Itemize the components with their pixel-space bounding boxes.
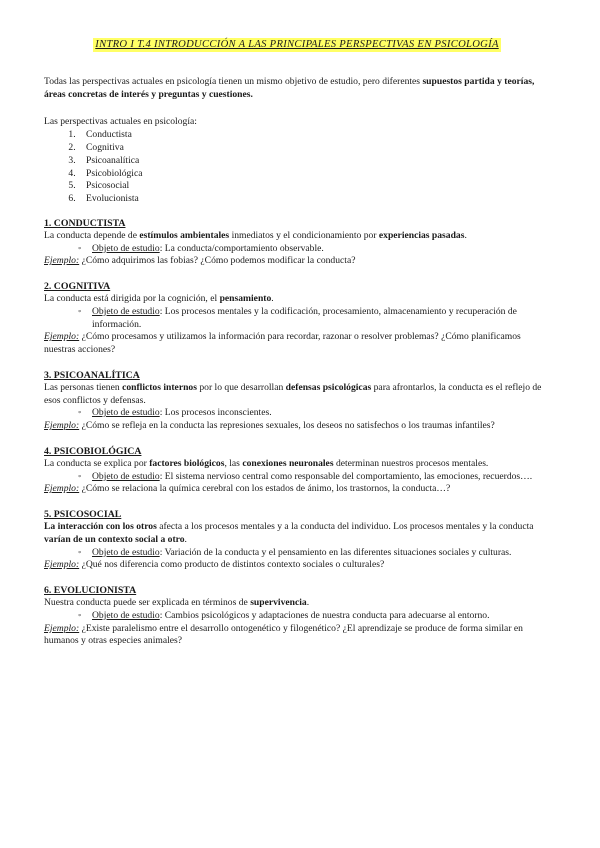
object-of-study-item xyxy=(78,471,550,484)
list-item: 6. Evolucionista xyxy=(78,193,550,206)
intro-paragraph xyxy=(44,76,550,102)
bold-run: estímulos ambientales xyxy=(139,229,230,241)
object-of-study-label: Objeto de estudio xyxy=(92,242,160,254)
example-line xyxy=(44,331,550,357)
text-run: La conducta se explica por xyxy=(44,457,150,469)
perspectives-list xyxy=(44,129,550,206)
object-of-study-label: Objeto de estudio xyxy=(92,470,160,482)
object-of-study-text: : Los procesos inconscientes. xyxy=(159,407,272,419)
example-text: ¿Cómo se refleja en la conducta las represiones sexuales, los deseos no satisfechos o los traumas infantiles? xyxy=(79,420,495,432)
example-line xyxy=(44,623,550,649)
text-run: inmediatos y el condicionamiento por xyxy=(229,229,379,241)
bold-run: conexiones neuronales xyxy=(242,457,334,469)
object-of-study-item xyxy=(78,407,550,420)
example-label: Ejemplo: xyxy=(44,622,80,634)
section-psicosocial xyxy=(44,508,550,572)
example-label: Ejemplo: xyxy=(44,331,80,343)
bold-run: experiencias pasadas xyxy=(378,229,465,241)
intro-bold-text: supuestos partida y teorías, áreas concretas de interés y preguntas y cuestiones. xyxy=(44,76,535,100)
object-of-study-label: Objeto de estudio xyxy=(92,305,160,317)
section-heading: 4. PSICOBIOLÓGICA xyxy=(44,445,142,457)
list-item: 3. Psicoanalítica xyxy=(78,155,550,168)
section-evolucionista xyxy=(44,584,550,648)
example-text: ¿Cómo adquirimos las fobias? ¿Cómo podemos modificar la conducta? xyxy=(79,255,356,267)
section-description xyxy=(44,597,550,610)
object-of-study-item xyxy=(78,547,550,560)
object-of-study-list xyxy=(44,407,550,420)
section-description xyxy=(44,230,550,243)
example-label: Ejemplo: xyxy=(44,483,80,495)
list-item: 2. Cognitiva xyxy=(78,142,550,155)
section-heading: 2. COGNITIVA xyxy=(44,281,111,293)
section-heading: 1. CONDUCTISTA xyxy=(44,217,126,229)
text-run: . xyxy=(271,293,274,305)
text-run: determinan nuestros procesos mentales. xyxy=(333,457,489,469)
text-run: Nuestra conducta puede ser explicada en términos de xyxy=(44,597,251,609)
text-run: . xyxy=(184,533,187,545)
object-of-study-list xyxy=(44,547,550,560)
example-text: ¿Cómo procesamos y utilizamos la información para recordar, razonar o resolver problemas? ¿Cómo planificamos nuestras acciones? xyxy=(44,331,521,356)
object-of-study-text: : Variación de la conducta y el pensamiento en las diferentes situaciones sociales y culturas. xyxy=(159,546,512,558)
bold-run: supervivencia xyxy=(250,597,307,609)
perspectives-list-label: Las perspectivas actuales en psicología: xyxy=(44,115,197,127)
document-title: INTRO I T.4 INTRODUCCIÓN A LAS PRINCIPALES PERSPECTIVAS EN PSICOLOGÍA xyxy=(93,38,500,52)
text-run: Las personas tienen xyxy=(44,381,123,393)
object-of-study-list xyxy=(44,243,550,256)
example-label: Ejemplo: xyxy=(44,420,80,432)
section-description xyxy=(44,458,550,471)
object-of-study-item xyxy=(78,610,550,623)
section-description xyxy=(44,293,550,306)
section-psicoanalitica xyxy=(44,369,550,433)
example-text: ¿Qué nos diferencia como producto de distintos contexto sociales o culturales? xyxy=(79,559,385,571)
text-run: por lo que desarrollan xyxy=(196,381,286,393)
example-text: ¿Existe paralelismo entre el desarrollo ontogenético y filogenético? ¿El aprendizaje se produce de forma similar en humanos y otras especies animales? xyxy=(44,622,523,647)
bold-run: varían de un contexto social a otro xyxy=(44,533,185,545)
bold-run: La interacción con los otros xyxy=(44,521,157,533)
section-heading: 6. EVOLUCIONISTA xyxy=(44,585,137,597)
section-psicobiologica xyxy=(44,445,550,496)
object-of-study-item xyxy=(78,243,550,256)
object-of-study-text: : Los procesos mentales y la codificación, procesamiento, almacenamiento y recuperación de información. xyxy=(92,305,517,330)
example-line xyxy=(44,483,550,496)
section-cognitiva xyxy=(44,280,550,357)
example-label: Ejemplo: xyxy=(44,255,80,267)
bold-run: factores biológicos xyxy=(149,457,225,469)
example-line xyxy=(44,255,550,268)
text-run: , las xyxy=(224,457,243,469)
text-run: La conducta depende de xyxy=(44,229,140,241)
intro-text: Todas las perspectivas actuales en psicología tienen un mismo objetivo de estudio, pero diferentes xyxy=(44,76,423,88)
bold-run: defensas psicológicas xyxy=(285,381,372,393)
section-description xyxy=(44,521,550,547)
object-of-study-text: : La conducta/comportamiento observable. xyxy=(159,242,324,254)
text-run: . xyxy=(306,597,310,609)
object-of-study-text: : El sistema nervioso central como responsable del comportamiento, las emociones, recuerdos…. xyxy=(159,470,533,482)
section-heading: 5. PSICOSOCIAL xyxy=(44,509,122,521)
section-heading: 3. PSICOANALÍTICA xyxy=(44,369,140,381)
list-item: 4. Psicobiológica xyxy=(78,168,550,181)
example-line xyxy=(44,420,550,433)
bold-run: pensamiento xyxy=(219,293,272,305)
example-line xyxy=(44,559,550,572)
object-of-study-item xyxy=(78,306,550,332)
list-item: 5. Psicosocial xyxy=(78,180,550,193)
example-text: ¿Cómo se relaciona la química cerebral con los estados de ánimo, los trastornos, la conducta…? xyxy=(79,483,451,495)
text-run: afecta a los procesos mentales y a la conducta del individuo. Los procesos mentales y la conducta xyxy=(156,521,534,533)
object-of-study-label: Objeto de estudio xyxy=(92,407,160,419)
object-of-study-list xyxy=(44,306,550,332)
section-conductista xyxy=(44,217,550,268)
object-of-study-text: : Cambios psicológicos y adaptaciones de nuestra conducta para adecuarse al entorno. xyxy=(159,609,490,621)
list-item: 1. Conductista xyxy=(78,129,550,142)
object-of-study-list xyxy=(44,610,550,623)
text-run: . xyxy=(464,229,467,241)
object-of-study-list xyxy=(44,471,550,484)
text-run: La conducta está dirigida por la cognición, el xyxy=(44,293,220,305)
object-of-study-label: Objeto de estudio xyxy=(92,546,160,558)
bold-run: conflictos internos xyxy=(122,381,197,393)
text-run: para afrontarlos, la conducta es el reflejo de esos conflictos y defensas. xyxy=(44,381,542,406)
example-label: Ejemplo: xyxy=(44,559,80,571)
object-of-study-label: Objeto de estudio xyxy=(92,609,160,621)
section-description xyxy=(44,382,550,408)
